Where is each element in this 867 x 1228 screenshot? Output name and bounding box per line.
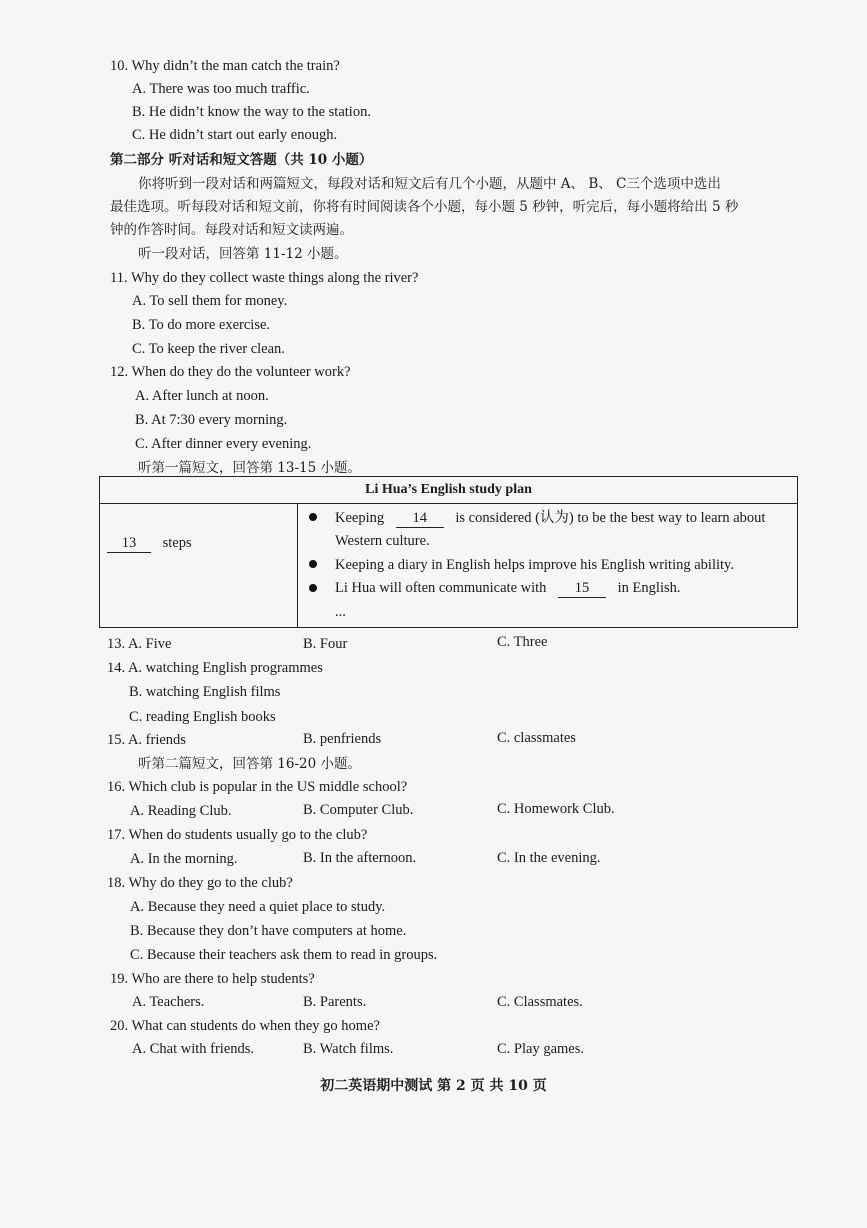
passage2-instruction: 听第二篇短文，回答第 16-20 小题。 bbox=[138, 756, 362, 772]
blank-15[interactable]: 15 bbox=[558, 579, 606, 598]
plan-item-1 bbox=[335, 509, 765, 528]
section2-heading: 第二部分 听对话和短文答题（共 10 小题） bbox=[110, 152, 373, 168]
q19-option-a: A. Teachers. bbox=[132, 994, 205, 1010]
plan-item-3-pre: Li Hua will often communicate with bbox=[335, 580, 547, 596]
q18-option-b: B. Because they don’t have computers at home. bbox=[130, 923, 407, 939]
dialogue-instruction: 听一段对话，回答第 11-12 小题。 bbox=[138, 246, 348, 262]
q12-stem: 12. When do they do the volunteer work? bbox=[110, 364, 351, 380]
q11-option-c: C. To keep the river clean. bbox=[132, 341, 285, 357]
q15-option-b: B. penfriends bbox=[303, 731, 382, 747]
passage1-instruction: 听第一篇短文，回答第 13-15 小题。 bbox=[138, 460, 362, 476]
page-footer: 初二英语期中测试 第 2 页 共 10 页 bbox=[320, 1078, 547, 1094]
blank-14[interactable]: 14 bbox=[396, 509, 444, 528]
table-column-divider bbox=[297, 503, 298, 627]
q13-option-c: C. Three bbox=[497, 634, 548, 650]
q12-option-a: A. After lunch at noon. bbox=[135, 388, 269, 404]
plan-item-3-post: in English. bbox=[617, 580, 681, 596]
steps-label: steps bbox=[162, 535, 192, 551]
q10-option-a: A. There was too much traffic. bbox=[132, 81, 310, 97]
q11-stem: 11. Why do they collect waste things along the river? bbox=[110, 270, 419, 286]
section2-intro-line1: 你将听到一段对话和两篇短文，每段对话和短文后有几个小题，从题中 A、 B、 C三个选项中选出 bbox=[138, 176, 721, 192]
q17-option-b: B. In the afternoon. bbox=[303, 850, 417, 866]
q17-option-a: A. In the morning. bbox=[130, 851, 238, 867]
plan-item-3 bbox=[335, 579, 681, 598]
section2-intro-line3: 钟的作答时间。每段对话和短文读两遍。 bbox=[110, 222, 353, 238]
q16-option-b: B. Computer Club. bbox=[303, 802, 414, 818]
q18-option-a: A. Because they need a quiet place to study. bbox=[130, 899, 386, 915]
q20-stem: 20. What can students do when they go home? bbox=[110, 1018, 380, 1034]
q16-stem: 16. Which club is popular in the US middle school? bbox=[107, 779, 408, 795]
q15-option-c: C. classmates bbox=[497, 730, 576, 746]
plan-item-1-pre: Keeping bbox=[335, 510, 385, 526]
q20-option-c: C. Play games. bbox=[497, 1041, 584, 1057]
q20-option-b: B. Watch films. bbox=[303, 1041, 394, 1057]
q13-option-a: 13. A. Five bbox=[107, 636, 172, 652]
q18-stem: 18. Why do they go to the club? bbox=[107, 875, 293, 891]
section2-intro-line2: 最佳选项。听每段对话和短文前，你将有时间阅读各个小题，每小题 5 秒钟，听完后，每小题将给出 5 秒 bbox=[110, 199, 739, 215]
q20-option-a: A. Chat with friends. bbox=[132, 1041, 255, 1057]
q18-option-c: C. Because their teachers ask them to read in groups. bbox=[130, 947, 438, 963]
q12-option-b: B. At 7:30 every morning. bbox=[135, 412, 288, 428]
study-plan-table bbox=[99, 476, 798, 628]
plan-ellipsis: ... bbox=[335, 604, 346, 620]
q14-option-b: B. watching English films bbox=[129, 684, 281, 700]
q10-stem: 10. Why didn’t the man catch the train? bbox=[110, 58, 340, 74]
q14-option-a: 14. A. watching English programmes bbox=[107, 660, 323, 676]
q11-option-a: A. To sell them for money. bbox=[132, 293, 288, 309]
q15-option-a: 15. A. friends bbox=[107, 732, 186, 748]
table-left-cell bbox=[107, 534, 192, 553]
bullet-icon bbox=[309, 560, 317, 568]
blank-13[interactable]: 13 bbox=[107, 534, 151, 553]
plan-item-1-continued: Western culture. bbox=[335, 533, 430, 549]
q12-option-c: C. After dinner every evening. bbox=[135, 436, 312, 452]
q19-option-c: C. Classmates. bbox=[497, 994, 583, 1010]
bullet-icon bbox=[309, 513, 317, 521]
plan-item-2: Keeping a diary in English helps improve his English writing ability. bbox=[335, 557, 734, 573]
q10-option-c: C. He didn’t start out early enough. bbox=[132, 127, 338, 143]
plan-item-1-post: is considered (认为) to be the best way to learn about bbox=[455, 510, 766, 526]
q14-option-c: C. reading English books bbox=[129, 709, 276, 725]
q17-stem: 17. When do students usually go to the club? bbox=[107, 827, 368, 843]
q13-option-b: B. Four bbox=[303, 636, 348, 652]
q16-option-a: A. Reading Club. bbox=[130, 803, 232, 819]
table-title: Li Hua’s English study plan bbox=[100, 477, 797, 504]
q11-option-b: B. To do more exercise. bbox=[132, 317, 271, 333]
q19-stem: 19. Who are there to help students? bbox=[110, 971, 315, 987]
q17-option-c: C. In the evening. bbox=[497, 850, 601, 866]
q16-option-c: C. Homework Club. bbox=[497, 801, 615, 817]
q10-option-b: B. He didn’t know the way to the station. bbox=[132, 104, 371, 120]
bullet-icon bbox=[309, 584, 317, 592]
q19-option-b: B. Parents. bbox=[303, 994, 367, 1010]
